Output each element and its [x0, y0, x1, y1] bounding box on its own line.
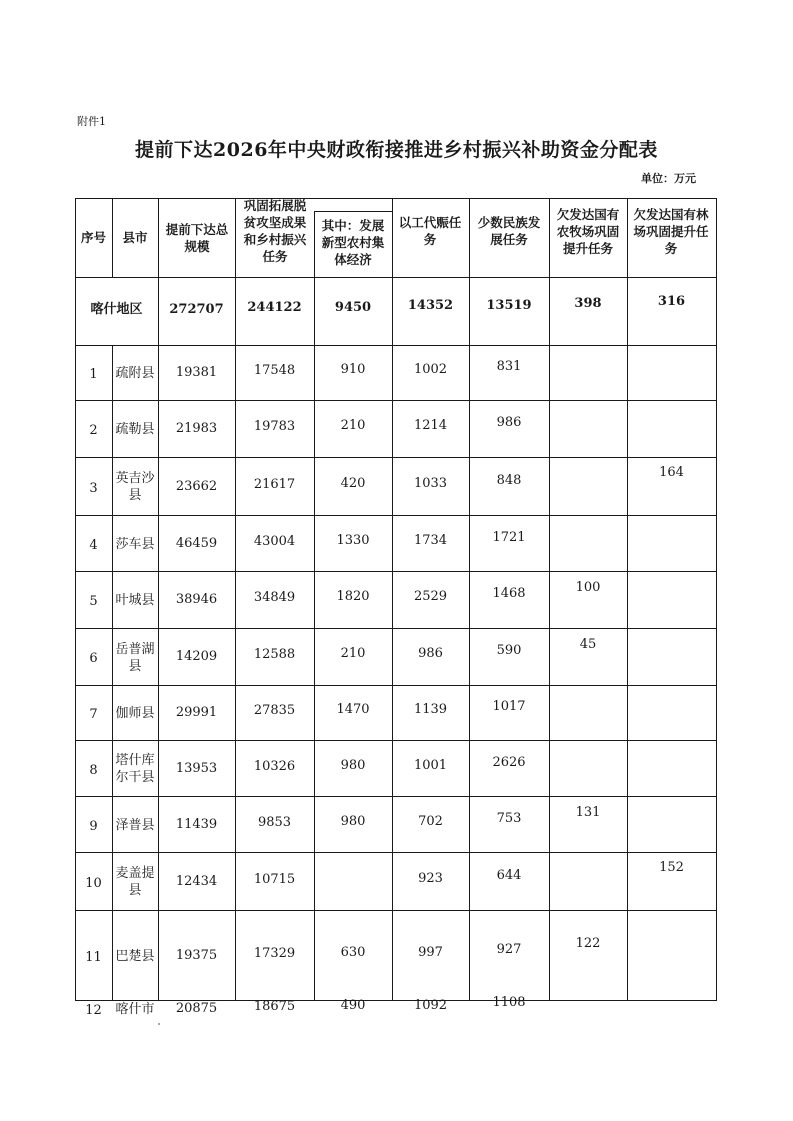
- cell-county: 叶城县: [115, 593, 155, 608]
- cell-consolidate: 19783: [253, 419, 296, 434]
- cell-county: 英吉沙县: [115, 471, 155, 503]
- cell-county: 疏勒县: [115, 422, 155, 437]
- cell-county: 岳普湖县: [115, 641, 155, 674]
- cell-forest: [627, 331, 716, 386]
- cell-forest: 164: [659, 464, 684, 480]
- cell-work-relief: 1092: [413, 998, 448, 1013]
- cell-ethnic: 986: [496, 415, 522, 430]
- cell-no: 6: [89, 651, 98, 666]
- cell-no: 7: [89, 707, 98, 722]
- cell-ethnic: 1468: [492, 586, 526, 601]
- cell-ethnic: 1721: [492, 529, 526, 545]
- cell-new-economy: 210: [340, 646, 366, 661]
- scan-speck: [158, 1023, 160, 1025]
- cell-county: 巴楚县: [115, 948, 155, 964]
- cell-pasture: 122: [575, 935, 601, 951]
- cell-forest: 152: [659, 859, 684, 875]
- region-consolidate: 244122: [247, 299, 302, 315]
- cell-work-relief: 702: [418, 813, 443, 829]
- cell-county: 麦盖提县: [115, 866, 155, 898]
- cell-county: 塔什库尔干县: [115, 753, 155, 785]
- cell-new-economy: 490: [340, 998, 366, 1013]
- cell-new-economy: [314, 849, 392, 907]
- cell-total: 38946: [175, 592, 218, 607]
- cell-total: 29991: [175, 705, 218, 720]
- cell-new-economy: 980: [340, 813, 366, 829]
- region-name: 喀什地区: [90, 301, 143, 317]
- cell-pasture: 45: [579, 637, 597, 652]
- cell-consolidate: 34849: [253, 590, 296, 605]
- cell-total: 46459: [175, 535, 218, 551]
- cell-pasture: [549, 445, 627, 503]
- cell-pasture: [549, 728, 627, 784]
- cell-no: 2: [89, 423, 98, 438]
- cell-consolidate: 27835: [253, 703, 296, 718]
- cell-county: 疏附县: [115, 366, 155, 381]
- cell-no: 4: [89, 537, 98, 553]
- cell-consolidate: 17548: [253, 363, 296, 378]
- cell-consolidate: 43004: [253, 533, 296, 549]
- cell-forest: [627, 501, 716, 557]
- cell-new-economy: 1330: [336, 532, 370, 548]
- cell-total: 20875: [175, 1001, 218, 1016]
- cell-no: 1: [89, 367, 98, 382]
- header-ethnic: 少数民族发展任务: [477, 215, 541, 247]
- cell-ethnic: 831: [496, 359, 522, 374]
- header-total: 提前下达总规模: [165, 221, 229, 254]
- cell-new-economy: 1470: [336, 702, 370, 717]
- table-rule: [716, 198, 717, 1000]
- page-title: 提前下达2026年中央财政衔接推进乡村振兴补助资金分配表: [135, 139, 658, 161]
- cell-county: 泽普县: [115, 817, 155, 833]
- cell-new-economy: 420: [340, 475, 366, 491]
- cell-forest: [627, 782, 716, 838]
- cell-county: 伽师县: [115, 706, 155, 721]
- attachment-label: 附件1: [77, 115, 106, 128]
- header-county: 县市: [122, 230, 148, 245]
- cell-forest: [627, 614, 716, 671]
- cell-no: 12: [85, 1003, 102, 1018]
- cell-no: 3: [89, 480, 98, 496]
- cell-forest: [627, 896, 716, 986]
- header-pasture: 欠发达国有农牧场巩固提升任务: [556, 206, 620, 256]
- cell-total: 11439: [175, 816, 218, 832]
- cell-consolidate: 17329: [253, 945, 296, 961]
- cell-new-economy: 630: [340, 944, 366, 960]
- cell-new-economy: 980: [340, 757, 366, 773]
- cell-total: 21983: [175, 421, 218, 436]
- region-pasture: 398: [574, 295, 602, 311]
- region-total: 272707: [169, 301, 224, 317]
- cell-county: 莎车县: [115, 536, 155, 552]
- cell-total: 23662: [175, 478, 218, 494]
- cell-ethnic: 927: [496, 941, 522, 957]
- cell-forest: [627, 386, 716, 443]
- cell-work-relief: 1001: [413, 757, 448, 773]
- cell-consolidate: 9853: [257, 814, 292, 830]
- region-new-economy: 9450: [334, 299, 372, 315]
- cell-work-relief: 1002: [413, 362, 448, 377]
- cell-work-relief: 986: [418, 646, 443, 661]
- cell-work-relief: 997: [418, 944, 443, 960]
- cell-forest: [627, 726, 716, 782]
- cell-ethnic: 2626: [492, 754, 526, 770]
- cell-new-economy: 910: [340, 362, 366, 377]
- cell-work-relief: 923: [418, 870, 443, 886]
- cell-pasture: [549, 673, 627, 728]
- cell-pasture: 100: [575, 580, 601, 595]
- cell-ethnic: 590: [496, 643, 522, 658]
- cell-total: 19375: [175, 947, 218, 963]
- cell-no: 8: [89, 762, 98, 778]
- cell-work-relief: 2529: [413, 589, 448, 604]
- header-consolidate: 巩固拓展脱贫攻坚成果和乡村振兴任务: [243, 198, 307, 264]
- cell-work-relief: 1214: [413, 418, 448, 433]
- region-ethnic: 13519: [486, 297, 532, 313]
- cell-consolidate: 10715: [253, 871, 296, 887]
- cell-consolidate: 12588: [253, 647, 296, 662]
- region-work-relief: 14352: [407, 297, 454, 313]
- cell-no: 9: [89, 818, 98, 834]
- header-work-relief: 以工代赈任务: [398, 215, 462, 247]
- cell-no: 11: [85, 949, 102, 965]
- cell-consolidate: 21617: [253, 476, 296, 492]
- region-forest: 316: [657, 293, 686, 309]
- cell-no: 5: [89, 594, 98, 609]
- cell-ethnic: 848: [496, 472, 522, 488]
- cell-pasture: [549, 503, 627, 559]
- cell-pasture: [549, 840, 627, 898]
- cell-new-economy: 1820: [336, 589, 370, 604]
- cell-ethnic: 1108: [492, 995, 526, 1010]
- cell-total: 13953: [175, 760, 218, 776]
- cell-forest: [627, 671, 716, 726]
- header-forest: 欠发达国有林场巩固提升任务: [633, 206, 709, 256]
- table-rule: [112, 345, 113, 1000]
- cell-total: 19381: [175, 365, 218, 380]
- cell-work-relief: 1734: [413, 532, 448, 548]
- cell-no: 10: [85, 875, 102, 891]
- cell-forest: [627, 557, 716, 614]
- cell-county: 喀什市: [115, 1002, 155, 1017]
- cell-ethnic: 753: [496, 810, 522, 826]
- cell-work-relief: 1139: [413, 702, 448, 717]
- cell-pasture: [549, 388, 627, 445]
- cell-work-relief: 1033: [413, 475, 448, 491]
- unit-label: 单位：万元: [641, 172, 696, 185]
- cell-ethnic: 1017: [492, 699, 526, 714]
- cell-consolidate: 10326: [253, 758, 296, 774]
- cell-ethnic: 644: [496, 867, 522, 883]
- cell-consolidate: 18675: [253, 999, 296, 1014]
- cell-pasture: [549, 333, 627, 388]
- cell-total: 14209: [175, 649, 218, 664]
- header-new-economy: 其中：发展新型农村集体经济: [321, 217, 385, 267]
- cell-pasture: 131: [575, 804, 601, 820]
- cell-total: 12434: [175, 873, 218, 889]
- cell-new-economy: 210: [340, 418, 366, 433]
- header-no: 序号: [80, 230, 106, 245]
